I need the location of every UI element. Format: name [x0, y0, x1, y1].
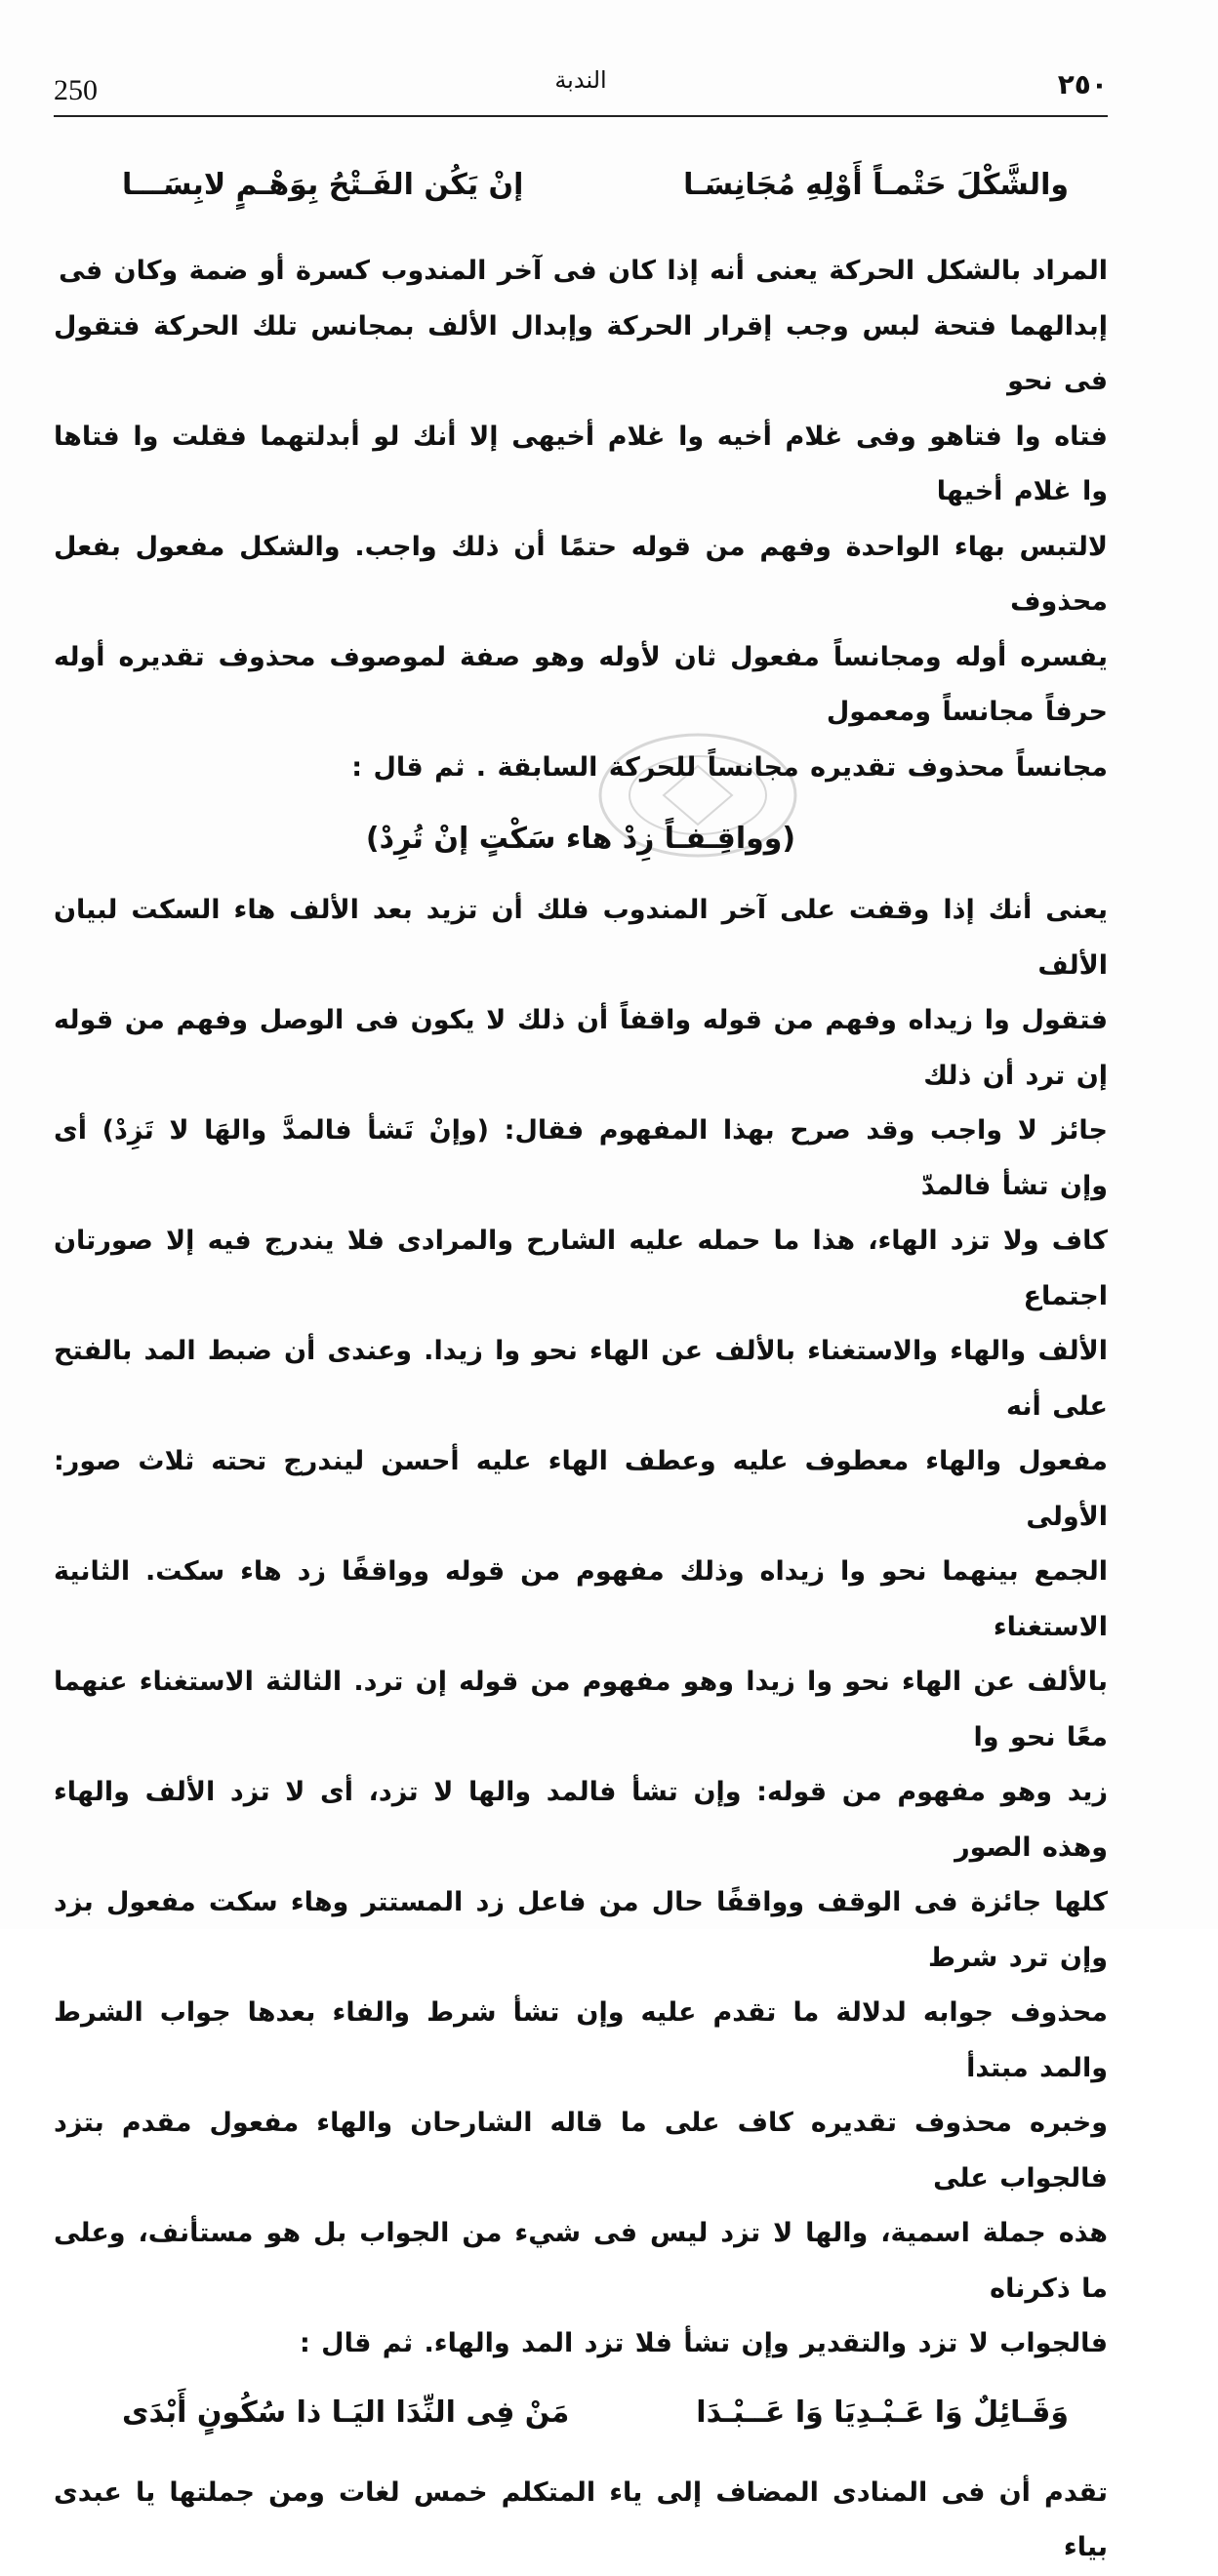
text-line: مفعول والهاء معطوف عليه وعطف الهاء عليه أحسن ليندرج تحته ثلاث صور: الأولى [54, 1446, 1108, 1532]
verse-line-2: (وواقِـفـاً زِدْ هاء سَكْتٍ إنْ تُرِدْ) [365, 822, 796, 856]
text-line: فتاه وا فتاهو وفى غلام أخيه وا غلام أخيهى إلا أنك لو أبدلتهما فقلت وا فتاها وا غلام أخيها [54, 421, 1108, 506]
text-line: فالجواب لا تزد والتقدير وإن تشأ فلا تزد المد والهاء. ثم قال : [299, 2328, 1108, 2358]
header-rule [54, 115, 1108, 117]
text-line: المراد بالشكل الحركة يعنى أنه إذا كان فى آخر المندوب كسرة أو ضمة وكان فى [59, 256, 1108, 286]
text-line: وخبره محذوف تقديره كاف على ما قاله الشارحان والهاء مفعول مقدم بتزد فالجواب على [54, 2108, 1108, 2194]
page-body [54, 156, 1108, 2576]
verse-line-1 [54, 156, 1108, 226]
verse-3-right-hemistich: وَقَـائِلٌ وَا عَـبْـدِيَا وَا عَــبْـدَا [696, 2395, 1069, 2430]
verse-1-right-hemistich: والشَّكْلَ حَتْمـاً أَوْلِهِ مُجَانِسَـا [683, 168, 1069, 202]
text-line: زيد وهو مفهوم من قوله: وإن تشأ فالمد والها لا تزد، أى لا تزد الألف والهاء وهذه الصور [54, 1777, 1108, 1863]
text-line: الألف والهاء والاستغناء بالألف عن الهاء نحو وا زيدا. وعندى أن ضبط المد بالفتح على أنه [54, 1336, 1108, 1422]
text-line: محذوف جوابه لدلالة ما تقدم عليه وإن تشأ شرط والفاء بعدها جواب الشرط والمد مبتدأ [54, 1997, 1108, 2083]
paragraph-1 [54, 244, 1108, 795]
text-line: يعنى أنك إذا وقفت على آخر المندوب فلك أن تزيد بعد الألف هاء السكت لبيان الألف [54, 895, 1108, 981]
page-number-arabic: ٢٥٠ [1057, 68, 1108, 101]
running-title: الندبة [554, 66, 607, 94]
verse-line-3 [54, 2384, 1108, 2454]
verse-1-left-hemistich: إنْ يَكُن الفَـتْحُ بِوَهْـمٍ لابِسَـــا [122, 168, 524, 202]
page-header [54, 66, 1108, 113]
page-number-latin: 250 [54, 74, 98, 106]
text-line: هذه جملة اسمية، والها لا تزد ليس فى شيء من الجواب بل هو مستأنف، وعلى ما ذكرناه [54, 2218, 1108, 2304]
text-line: إبدالهما فتحة لبس وجب إقرار الحركة وإبدال الألف بمجانس تلك الحركة فتقول فى نحو [54, 310, 1108, 396]
text-line: فتقول وا زيداه وفهم من قوله واقفاً أن ذلك لا يكون فى الوصل وفهم من قوله إن ترد أن ذلك [54, 1005, 1108, 1091]
text-line: كاف ولا تزد الهاء، هذا ما حمله عليه الشارح والمرادى فلا يندرج فيه إلا صورتان اجتماع [54, 1226, 1108, 1311]
text-line: تقدم أن فى المنادى المضاف إلى ياء المتكلم خمس لغات ومن جملتها يا عبدى بياء [54, 2476, 1108, 2562]
text-line: لالتبس بهاء الواحدة وفهم من قوله حتمًا أن ذلك واجب. والشكل مفعول بفعل محذوف [54, 531, 1108, 617]
text-line: جائز لا واجب وقد صرح بهذا المفهوم فقال: (وإنْ تَشأ فالمدَّ والهَا لا تَزِدْ) أى وإن تشأ فالمدّ [54, 1115, 1108, 1201]
text-line: مجانساً محذوف تقديره مجانساً للحركة السابقة . ثم قال : [351, 751, 1108, 783]
paragraph-2 [54, 883, 1108, 2372]
text-line: يفسره أوله ومجانساً مفعول ثان لأوله وهو صفة لموصوف محذوف تقديره أوله حرفاً مجانساً ومعمول [54, 641, 1108, 727]
text-line: الجمع بينهما نحو وا زيداه وذلك مفهوم من قوله وواقفًا زد هاء سكت. الثانية الاستغناء [54, 1556, 1108, 1642]
text-line: بالألف عن الهاء نحو وا زيدا وهو مفهوم من قوله إن ترد. الثالثة الاستغناء عنهما معًا نحو وا [54, 1667, 1108, 1752]
verse-3-left-hemistich: مَنْ فِى النِّدَا اليَـا ذا سُكُونٍ أَبْدَى [122, 2395, 570, 2430]
text-line: كلها جائزة فى الوقف وواقفًا حال من فاعل زد المستتر وهاء سكت مفعول بزد وإن ترد شرط [54, 1887, 1108, 1973]
paragraph-3 [54, 2466, 1108, 2576]
